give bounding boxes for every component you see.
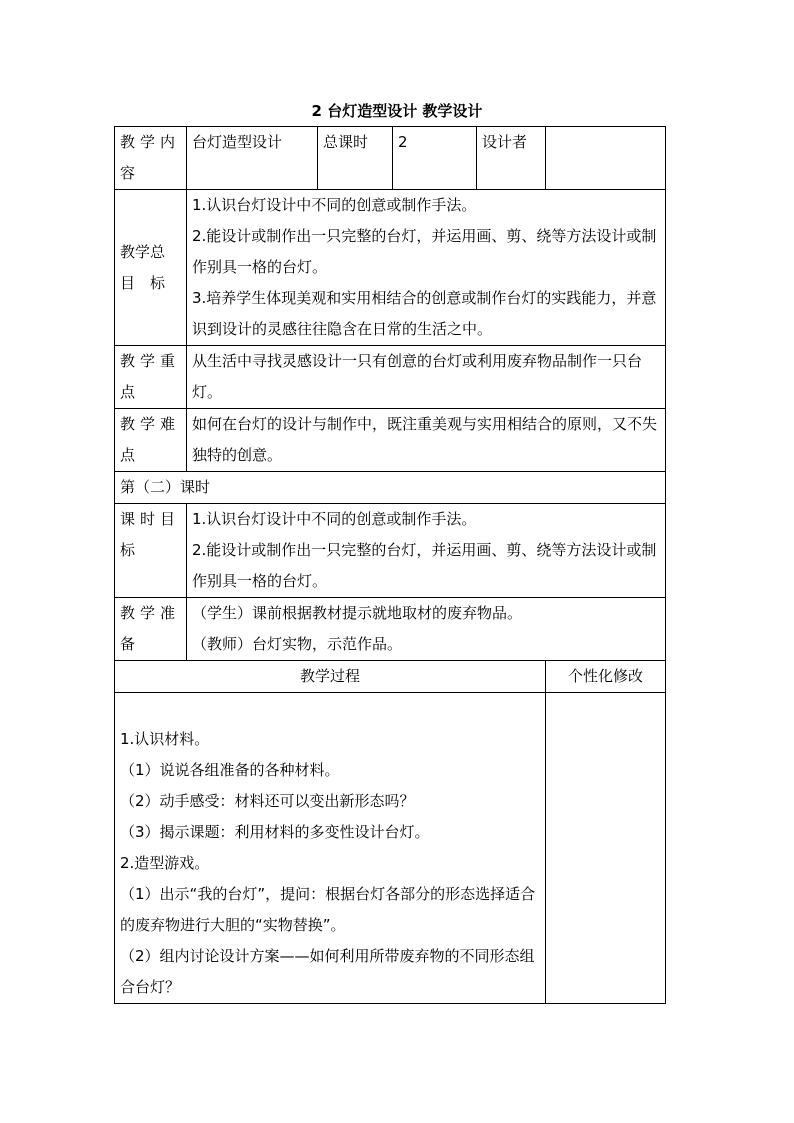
key-points-label: 教学重点 [115,346,187,409]
revision-header: 个性化修改 [546,661,666,693]
process-line: （3）揭示课题：利用材料的多变性设计台灯。 [120,823,430,841]
revision-cell [546,693,666,1004]
goals-content [187,190,666,346]
lesson-goals-row [115,504,666,598]
header-row [115,127,666,190]
process-line: 2.造型游戏。 [120,854,210,872]
preparation-content [187,598,666,661]
designer-label: 设计者 [477,127,546,190]
lesson-goal-item: 1.认识台灯设计中不同的创意或制作手法。 [192,510,477,528]
goals-label-line1: 教学总 [120,242,166,261]
lesson-row [115,472,666,504]
goal-item: 3.培养学生体现美观和实用相结合的创意或制作台灯的实践能力，并意识到设计的灵感往往隐含在日常的生活之中。 [192,289,657,338]
goal-item: 2.能设计或制作出一只完整的台灯，并运用画、剪、绕等方法设计或制作别具一格的台灯。 [192,227,657,276]
content-value: 台灯造型设计 [187,127,318,190]
lesson-goals-content [187,504,666,598]
process-line: （2）动手感受：材料还可以变出新形态吗？ [120,792,415,810]
process-content [115,693,546,1004]
hours-value: 2 [393,127,477,190]
key-points-text: 从生活中寻找灵感设计一只有创意的台灯或利用废弃物品制作一只台灯。 [187,346,666,409]
preparation-label: 教学准备 [115,598,187,661]
lesson-goal-item: 2.能设计或制作出一只完整的台灯，并运用画、剪、绕等方法设计或制作别具一格的台灯。 [192,541,657,590]
hours-label: 总课时 [318,127,393,190]
lesson-plan-table [114,126,666,1004]
preparation-item: （教师）台灯实物，示范作品。 [192,635,403,653]
preparation-item: （学生）课前根据教材提示就地取材的废弃物品。 [192,604,523,622]
process-header: 教学过程 [115,661,546,693]
lesson-goals-label: 课时目标 [115,504,187,598]
process-line: （1）出示“我的台灯”，提问：根据台灯各部分的形态选择适合的废弃物进行大胆的“实物替换”。 [120,885,536,934]
content-label: 教学内容 [115,127,187,190]
key-points-row [115,346,666,409]
goals-label [115,190,187,346]
difficulties-row [115,409,666,472]
preparation-row [115,598,666,661]
process-line: （2）组内讨论设计方案——如何利用所带废弃物的不同形态组合台灯？ [120,947,535,996]
process-spacer [120,693,540,724]
lesson-label: 第（二）课时 [115,472,666,504]
goal-item: 1.认识台灯设计中不同的创意或制作手法。 [192,196,477,214]
document-title: 2 台灯造型设计 教学设计 [311,102,483,120]
process-line: （1）说说各组准备的各种材料。 [120,761,340,779]
goals-label-line2: 目 标 [120,273,166,292]
goals-row [115,190,666,346]
difficulties-label: 教学难点 [115,409,187,472]
process-header-row [115,661,666,693]
difficulties-text: 如何在台灯的设计与制作中，既注重美观与实用相结合的原则，又不失独特的创意。 [187,409,666,472]
designer-value [546,127,666,190]
process-line: 1.认识材料。 [120,730,210,748]
process-row [115,693,666,1004]
